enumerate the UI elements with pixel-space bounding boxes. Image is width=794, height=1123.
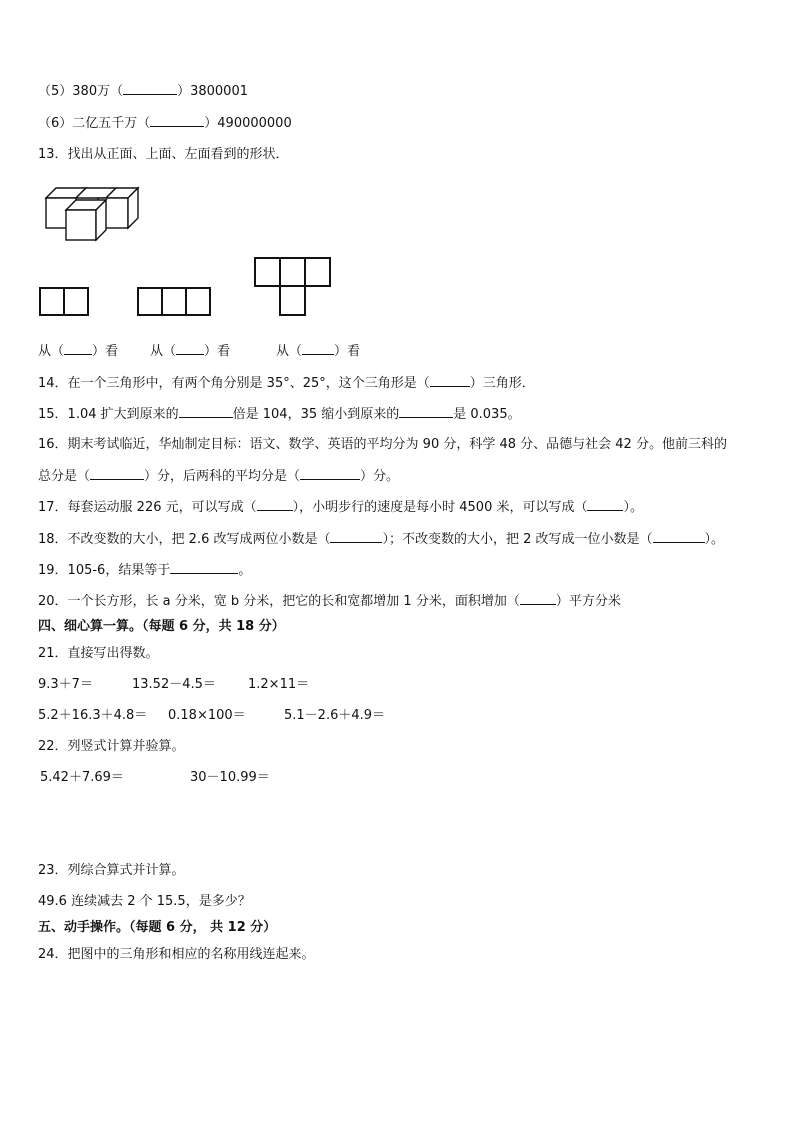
q15-part2: 倍是 104，35 缩小到原来的 [232, 407, 400, 422]
answer-blank[interactable] [430, 374, 470, 387]
q19-part2: 。 [238, 563, 252, 578]
view-label-2 [150, 342, 230, 361]
view-from-text: 从（ [38, 344, 65, 359]
q14-prefix: 14．在一个三角形中，有两个角分别是 35°、25°，这个三角形是（ [38, 376, 430, 391]
answer-blank[interactable] [123, 82, 177, 95]
question-12-6 [38, 114, 292, 133]
question-23: 23．列综合算式并计算。 [38, 863, 185, 878]
answer-blank[interactable] [653, 530, 705, 543]
view-label-1 [38, 342, 118, 361]
question-13: 13．找出从正面、上面、左面看到的形状． [38, 147, 289, 162]
q18-part1: 18．不改变数的大小，把 2.6 改写成两位小数是（ [38, 532, 331, 547]
q16-part3: ）分。 [360, 469, 400, 484]
q16-part1: 总分是（ [38, 469, 91, 484]
question-15 [38, 405, 521, 424]
answer-blank[interactable] [176, 342, 204, 355]
calc-item: 5.2＋16.3＋4.8＝ [38, 708, 148, 723]
answer-blank[interactable] [399, 405, 453, 418]
view-shape-2-squares [39, 287, 89, 317]
calc-item: 1.2×11＝ [248, 677, 310, 692]
question-18 [38, 530, 724, 549]
q12-6-prefix: （6）二亿五千万（ [38, 116, 151, 131]
question-20 [38, 592, 621, 611]
calc-item: 9.3＋7＝ [38, 677, 93, 692]
vertical-calc-item: 5.42＋7.69＝ [40, 770, 124, 785]
q17-part1: 17．每套运动服 226 元，可以写成（ [38, 500, 257, 515]
question-24: 24．把图中的三角形和相应的名称用线连起来。 [38, 947, 315, 962]
q18-part3: ）。 [704, 532, 725, 547]
q19-part1: 19．105-6，结果等于 [38, 563, 171, 578]
view-label-3 [276, 342, 360, 361]
answer-blank[interactable] [520, 592, 556, 605]
answer-blank[interactable] [179, 405, 233, 418]
q12-5-suffix: ）3800001 [177, 84, 248, 99]
question-12-5 [38, 82, 248, 101]
q15-part3: 是 0.035。 [453, 407, 521, 422]
answer-blank[interactable] [170, 561, 238, 574]
calc-item: 13.52－4.5＝ [132, 677, 216, 692]
answer-blank[interactable] [257, 498, 293, 511]
calc-item: 0.18×100＝ [168, 708, 246, 723]
cube-figure [44, 182, 144, 242]
view-look-text: ）看 [334, 344, 361, 359]
question-16-line2 [38, 467, 399, 486]
view-look-text: ）看 [92, 344, 119, 359]
q20-part1: 20．一个长方形，长 a 分米，宽 b 分米，把它的长和宽都增加 1 分米，面积增加（ [38, 594, 520, 609]
section-5-heading: 五、动手操作。（每题 6 分， 共 12 分） [38, 920, 277, 935]
q15-part1: 15．1.04 扩大到原来的 [38, 407, 179, 422]
question-22: 22．列竖式计算并验算。 [38, 739, 185, 754]
question-19 [38, 561, 251, 580]
question-21: 21．直接写出得数。 [38, 646, 159, 661]
question-17 [38, 498, 643, 517]
q12-6-suffix: ）490000000 [204, 116, 292, 131]
q18-part2: ）；不改变数的大小，把 2 改写成一位小数是（ [382, 532, 653, 547]
view-look-text: ）看 [204, 344, 231, 359]
answer-blank[interactable] [64, 342, 92, 355]
answer-blank[interactable] [300, 467, 360, 480]
view-shape-3-squares [137, 287, 211, 317]
question-16-line1: 16．期末考试临近，华灿制定目标：语文、数学、英语的平均分为 90 分，科学 48 分、品德与社会 42 分。他前三科的 [38, 437, 727, 452]
q12-5-prefix: （5）380万（ [38, 84, 124, 99]
calc-item: 5.1－2.6＋4.9＝ [284, 708, 386, 723]
view-shape-t-shape [254, 257, 332, 317]
view-from-text: 从（ [150, 344, 177, 359]
answer-blank[interactable] [90, 467, 144, 480]
answer-blank[interactable] [330, 530, 382, 543]
question-14 [38, 374, 535, 393]
section-4-heading: 四、细心算一算。（每题 6 分，共 18 分） [38, 619, 285, 634]
q17-part3: ）。 [623, 500, 643, 515]
answer-blank[interactable] [150, 114, 204, 127]
vertical-calc-item: 30－10.99＝ [190, 770, 270, 785]
answer-blank[interactable] [302, 342, 334, 355]
q14-suffix: ）三角形． [469, 376, 535, 391]
view-from-text: 从（ [276, 344, 303, 359]
answer-blank[interactable] [587, 498, 623, 511]
question-23-text: 49.6 连续减去 2 个 15.5，是多少？ [38, 894, 251, 909]
q17-part2: ），小明步行的速度是每小时 4500 米，可以写成（ [292, 500, 588, 515]
q20-part2: ）平方分米 [555, 594, 621, 609]
q16-part2: ）分，后两科的平均分是（ [144, 469, 301, 484]
